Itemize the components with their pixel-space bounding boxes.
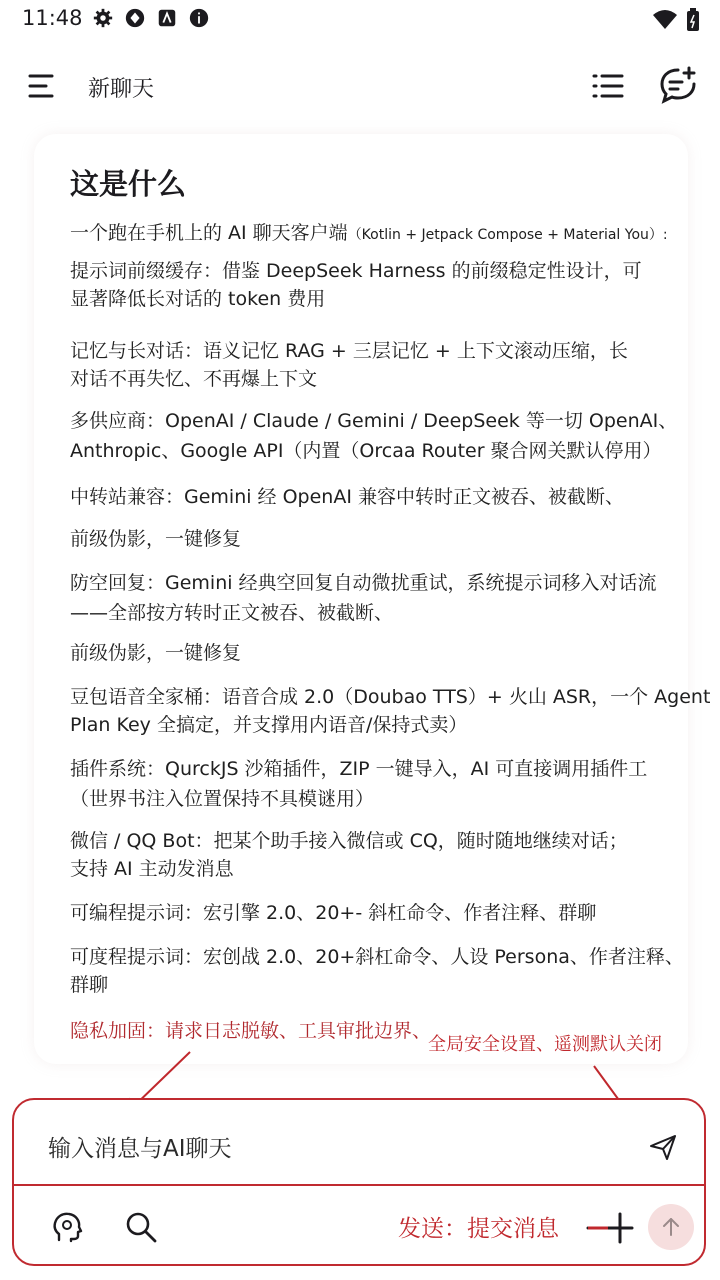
sync-app-icon bbox=[124, 7, 146, 29]
feature-line: 多供应商：OpenAI / Claude / Gemini / DeepSeek 等一切 OpenAI、 bbox=[70, 410, 678, 432]
menu-button[interactable] bbox=[22, 66, 62, 106]
menu-icon bbox=[22, 66, 62, 106]
battery-icon bbox=[686, 8, 700, 36]
feature-line: 支持 AI 主动发消息 bbox=[70, 858, 234, 880]
info-icon bbox=[188, 7, 210, 29]
feature-line: 中转站兼容：Gemini 经 OpenAI 兼容中转时正文被吞、被截断、 bbox=[70, 486, 624, 508]
status-time: 11:48 bbox=[22, 6, 83, 30]
feature-line: Plan Key 全搞定，并支撑用内语音/保持式卖） bbox=[70, 714, 468, 736]
new-chat-button[interactable] bbox=[656, 64, 700, 108]
intro-line: 一个跑在手机上的 AI 聊天客户端（Kotlin + Jetpack Compose + Material You）: bbox=[70, 222, 668, 244]
new-chat-icon bbox=[656, 64, 700, 108]
memory-button[interactable] bbox=[50, 1210, 84, 1244]
intro-card bbox=[34, 134, 711, 1064]
card-heading: 这是什么 bbox=[70, 167, 187, 201]
list-icon bbox=[588, 66, 628, 106]
feature-line: 记忆与长对话：语义记忆 RAG + 三层记忆 + 上下文滚动压缩，长 bbox=[70, 340, 628, 362]
feature-line: 豆包语音全家桶：语音合成 2.0（Doubao TTS）+ 火山 ASR，一个 Agent bbox=[70, 686, 711, 708]
arrow-up-icon bbox=[660, 1216, 682, 1238]
wifi-icon bbox=[652, 9, 678, 35]
message-input[interactable]: 输入消息与AI聊天 bbox=[48, 1136, 232, 1162]
send-icon bbox=[648, 1132, 678, 1162]
feature-line: 对话不再失忆、不再爆上下文 bbox=[70, 368, 318, 390]
search-icon bbox=[124, 1210, 158, 1244]
feature-line: Anthropic、Google API（内置（Orcaa Router 聚合网关默认停用） bbox=[70, 440, 662, 462]
feature-line: 可度程提示词：宏创战 2.0、20+斜杠命令、人设 Persona、作者注释、 bbox=[70, 946, 684, 968]
app-a-icon bbox=[156, 7, 178, 29]
message-composer bbox=[12, 1098, 706, 1266]
head-brain-icon bbox=[50, 1210, 84, 1244]
chat-list-button[interactable] bbox=[588, 66, 628, 106]
feature-line: 微信 / QQ Bot：把某个助手接入微信或 CQ，随时随地继续对话； bbox=[70, 830, 628, 852]
feature-line: 显著降低长对话的 token 费用 bbox=[70, 288, 326, 310]
settings-icon bbox=[92, 7, 114, 29]
feature-line: 前级伪影，一键修复 bbox=[70, 528, 242, 550]
feature-line: （世界书注入位置保持不具模谜用） bbox=[70, 788, 375, 810]
send-button[interactable] bbox=[648, 1204, 694, 1250]
search-button[interactable] bbox=[124, 1210, 158, 1244]
feature-line: 插件系统：QurckJS 沙箱插件，ZIP 一键导入，AI 可直接调用插件工 bbox=[70, 758, 648, 780]
composer-divider bbox=[14, 1184, 704, 1186]
feature-line: ——全部按方转时正文被吞、被截断、 bbox=[70, 602, 394, 624]
add-attachment-button[interactable] bbox=[586, 1208, 636, 1248]
feature-line: 前级伪影，一键修复 bbox=[70, 642, 242, 664]
status-bar bbox=[0, 0, 720, 40]
feature-line: 防空回复：Gemini 经典空回复自动微扰重试，系统提示词移入对话流 bbox=[70, 572, 657, 594]
top-app-bar bbox=[0, 52, 720, 118]
feature-line: 群聊 bbox=[70, 974, 109, 996]
page-title: 新聊天 bbox=[88, 77, 155, 102]
send-annotation: 发送：提交消息 bbox=[398, 1216, 559, 1242]
privacy-line: 隐私加固：请求日志脱敏、工具审批边界、 bbox=[70, 1020, 432, 1042]
feature-line: 可编程提示词：宏引擎 2.0、20+- 斜杠命令、作者注释、群聊 bbox=[70, 902, 597, 924]
plus-icon bbox=[586, 1208, 636, 1248]
feature-line: 提示词前缀缓存：借鉴 DeepSeek Harness 的前缀稳定性设计，可 bbox=[70, 260, 642, 282]
annotation-text: 全局安全设置、遥测默认关闭 bbox=[428, 1034, 662, 1055]
